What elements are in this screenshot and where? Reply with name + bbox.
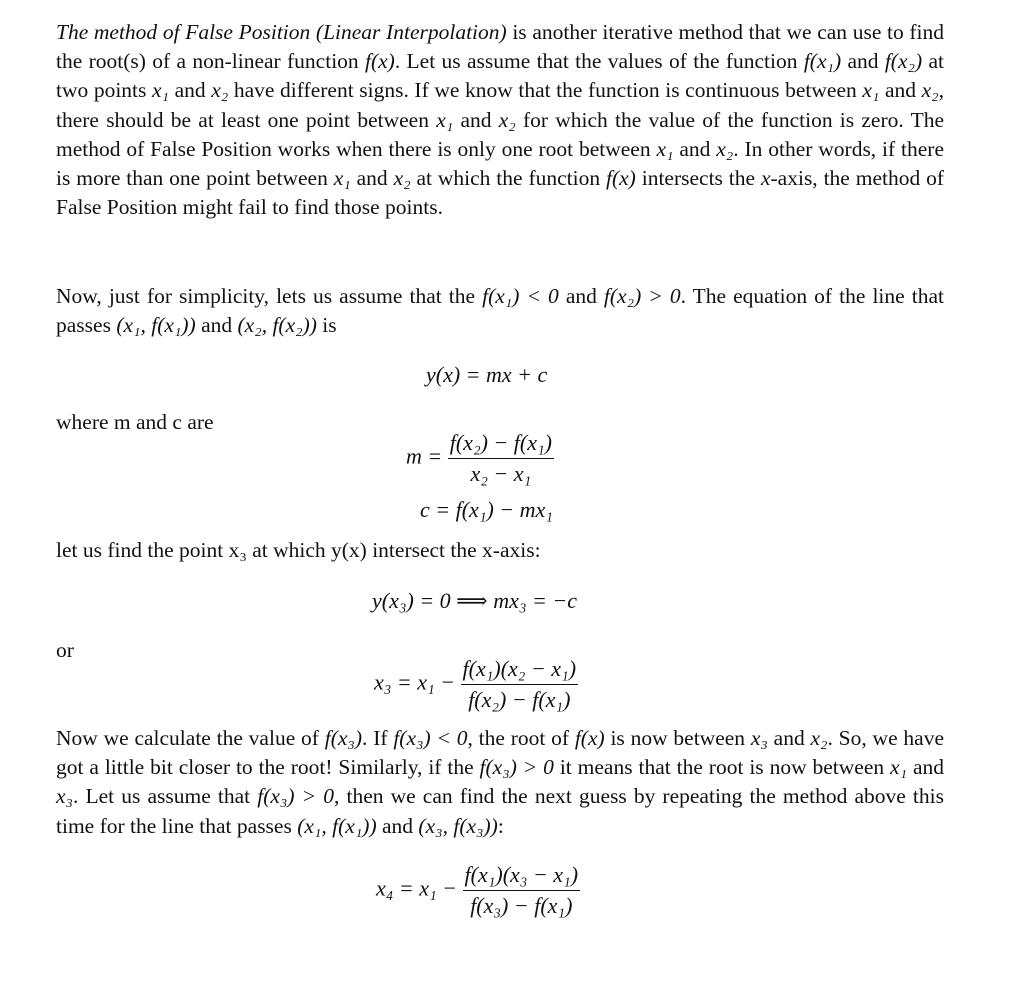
paragraph-intro: The method of False Position (Linear Interpolation) is another iterative method that we can use to find the root(s) of a non-linear function f(x). Let us assume that the values of the function f(x₁) and f(x₂) at two points x₁ and x₂ have different signs. If we know that the function is continuous between x₁ and x₂, there should be at least one point between x₁ and x₂ for which the value of the function is zero. The method of False Position works when there is only one root between x₁ and x₂. In other words, if there is more than one point between x₁ and x₂ at which the function f(x) intersects the x-axis, the method of False Position might fail to find those points. bbox=[56, 20, 945, 220]
equation-line: y(x) = mx + c bbox=[426, 362, 548, 387]
paragraph-iteration: Now we calculate the value of f(x₃). If f(x₃) < 0, the root of f(x) is now between x₃ and x₂. So, we have got a little bit closer to the root! Similarly, if the f(x₃) > 0 it means that the root is now between x₁ and x₃. Let us assume that f(x₃) > 0, then we can find the next guess by repeating the method above this time for the line that passes (x₁, f(x₁)) and (x₃, f(x₃)): bbox=[56, 726, 945, 838]
equation-slope: m = $\frac{\text{f(x₂) − f(x₁)}}{\text{x₂ − x₁}}$ bbox=[406, 430, 552, 486]
find-point-text: let us find the point x₃ at which y(x) intersect the x-axis: bbox=[56, 538, 541, 562]
document-body bbox=[56, 18, 944, 222]
equation-root-condition: y(x₃) = 0 ⟹ mx₃ = −c bbox=[372, 588, 577, 613]
x3-fraction: $\frac{\text{f(x₁)(x₂ − x₁)}}{\text{f(x₂) − f(x₁)}}$ bbox=[462, 656, 577, 712]
paragraph-line-setup: Now, just for simplicity, lets us assume that the f(x₁) < 0 and f(x₂) > 0. The equation of the line that passes (x₁, f(x₁)) and (x₂, f(x₂)) is bbox=[56, 284, 944, 338]
slope-fraction: $\frac{\text{f(x₂) − f(x₁)}}{\text{x₂ − x₁}}$ bbox=[449, 430, 552, 486]
equation-x4: x₄ = x₁ − $\frac{\text{f(x₁)(x₃ − x₁)}}{\text{f(x₃) − f(x₁)}}$ bbox=[376, 862, 579, 918]
paragraph-iteration-wrap bbox=[56, 724, 944, 841]
paragraph-line-setup-wrap bbox=[56, 282, 944, 340]
equation-x3: x₃ = x₁ − $\frac{\text{f(x₁)(x₂ − x₁)}}{\text{f(x₂) − f(x₁)}}$ bbox=[374, 656, 577, 712]
or-label: or bbox=[56, 638, 74, 662]
where-label: where m and c are bbox=[56, 410, 214, 434]
method-title: The method of False Position (Linear Interpolation) bbox=[56, 20, 507, 44]
equation-intercept: c = f(x₁) − mx₁ bbox=[420, 497, 553, 522]
x4-fraction: $\frac{\text{f(x₁)(x₃ − x₁)}}{\text{f(x₃) − f(x₁)}}$ bbox=[464, 862, 579, 918]
